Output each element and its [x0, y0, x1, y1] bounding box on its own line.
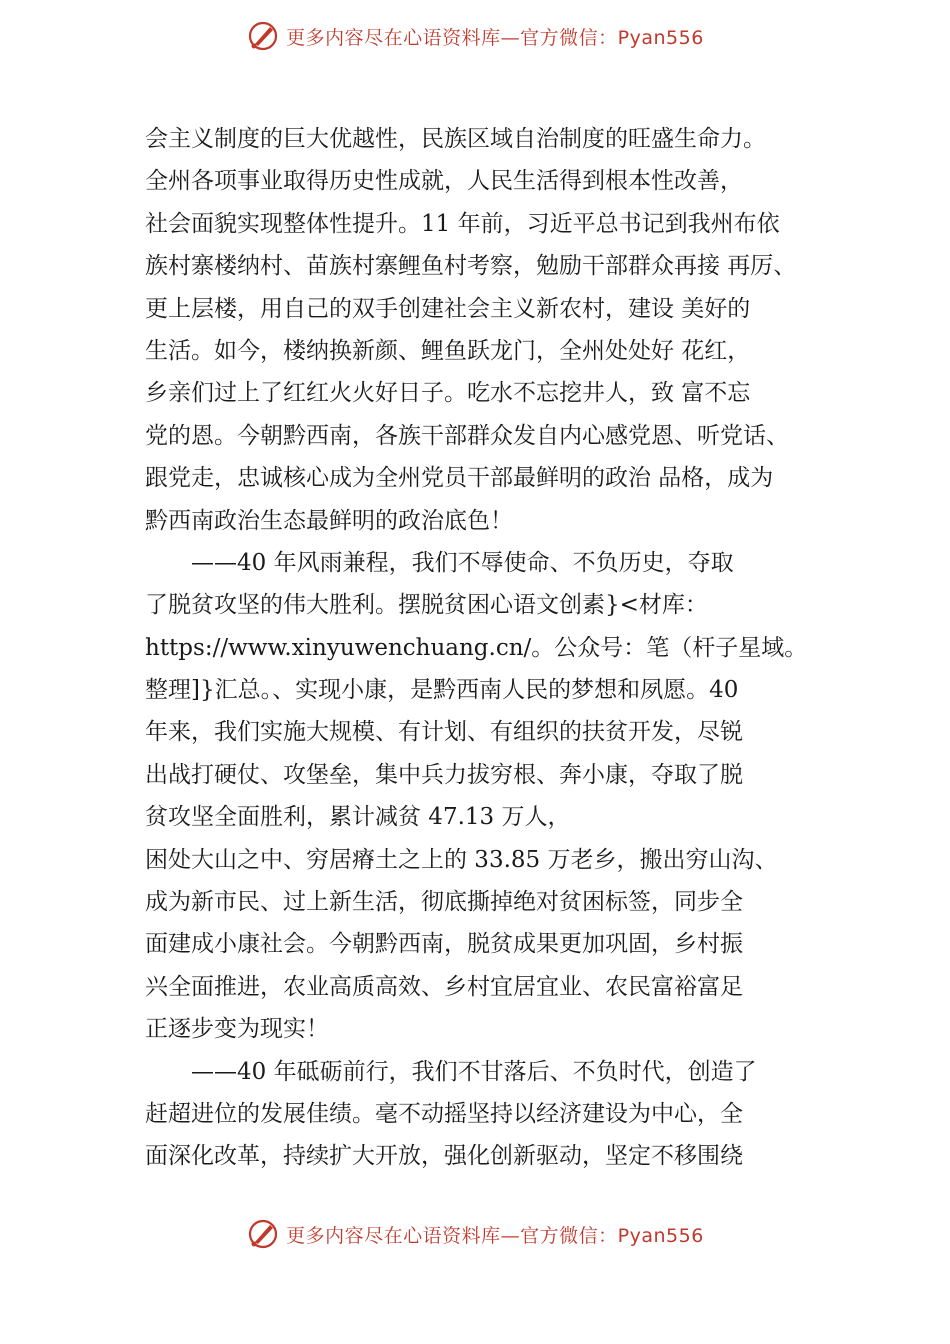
text-line: 整理]}汇总。、实现小康，是黔西南人民的梦想和夙愿。40: [145, 677, 739, 704]
text-line: 生活。如今，楼纳换新颜、鲤鱼跃龙门，全州处处好 花红，: [145, 337, 751, 364]
text-line: 更上层楼，用自己的双手创建社会主义新农村，建设 美好的: [145, 295, 751, 322]
watermark-id: Pyan556: [617, 26, 704, 49]
watermark-text: 更多内容尽在心语资料库—官方微信：Pyan556: [286, 1224, 704, 1247]
text-line: 了脱贫攻坚的伟大胜利。摆脱贫困心语文创素}<材库：: [145, 592, 708, 619]
text-line: 跟党走，忠诚核心成为全州党员干部最鲜明的政治 品格，成为: [145, 465, 774, 492]
text-line: 乡亲们过上了红红火火好日子。吃水不忘挖井人，致 富不忘: [145, 380, 751, 407]
text-line: 党的恩。今朝黔西南，各族干部群众发自内心感党恩、听党话、: [145, 422, 789, 449]
text-line: 面建成小康社会。今朝黔西南，脱贫成果更加巩固，乡村振: [145, 931, 743, 958]
brush-logo-icon: [246, 1217, 280, 1251]
text-line: ——40 年风雨兼程，我们不辱使命、不负历史，夺取: [145, 549, 734, 576]
text-line: 会主义制度的巨大优越性，民族区域自治制度的旺盛生命力。: [145, 126, 766, 152]
text-line: 出战打硬仗、攻堡垒，集中兵力拔穷根、奔小康，夺取了脱: [145, 761, 743, 788]
text-line: ——40 年砥砺前行，我们不甘落后、不负时代，创造了: [145, 1058, 757, 1085]
header-watermark: [0, 14, 950, 58]
text-line: 困处大山之中、穷居瘠土之上的 33.85 万老乡，搬出穷山沟、: [145, 846, 778, 873]
text-line: 面深化改革，持续扩大开放，强化创新驱动，坚定不移围绕: [145, 1143, 743, 1170]
document-body: [145, 118, 845, 1178]
text-line: 兴全面推进，农业高质高效、乡村宜居宜业、农民富裕富足: [145, 973, 743, 1000]
text-line: 族村寨楼纳村、苗族村寨鲤鱼村考察，勉励干部群众再接 再厉、: [145, 253, 797, 280]
footer-watermark: [0, 1212, 950, 1256]
text-line: 赶超进位的发展佳绩。毫不动摇坚持以经济建设为中心，全: [145, 1100, 743, 1127]
watermark-text: 更多内容尽在心语资料库—官方微信：Pyan556: [286, 26, 704, 49]
text-line: 正逐步变为现实！: [145, 1016, 329, 1043]
text-line: 社会面貌实现整体性提升。11 年前，习近平总书记到我州布依: [145, 210, 780, 237]
text-line: 年来，我们实施大规模、有计划、有组织的扶贫开发，尽锐: [145, 719, 743, 746]
text-line: 黔西南政治生态最鲜明的政治底色！: [145, 507, 513, 534]
text-line: 全州各项事业取得历史性成就，人民生活得到根本性改善，: [145, 168, 743, 195]
text-line: 成为新市民、过上新生活，彻底撕掉绝对贫困标签，同步全: [145, 889, 743, 916]
text-line: 贫攻坚全面胜利，累计减贫 47.13 万人，: [145, 804, 571, 831]
text-line: https://www.xinyuwenchuang.cn/。公众号：笔（杆子星域。: [145, 634, 808, 661]
watermark-id: Pyan556: [617, 1224, 704, 1247]
brush-logo-icon: [246, 19, 280, 53]
